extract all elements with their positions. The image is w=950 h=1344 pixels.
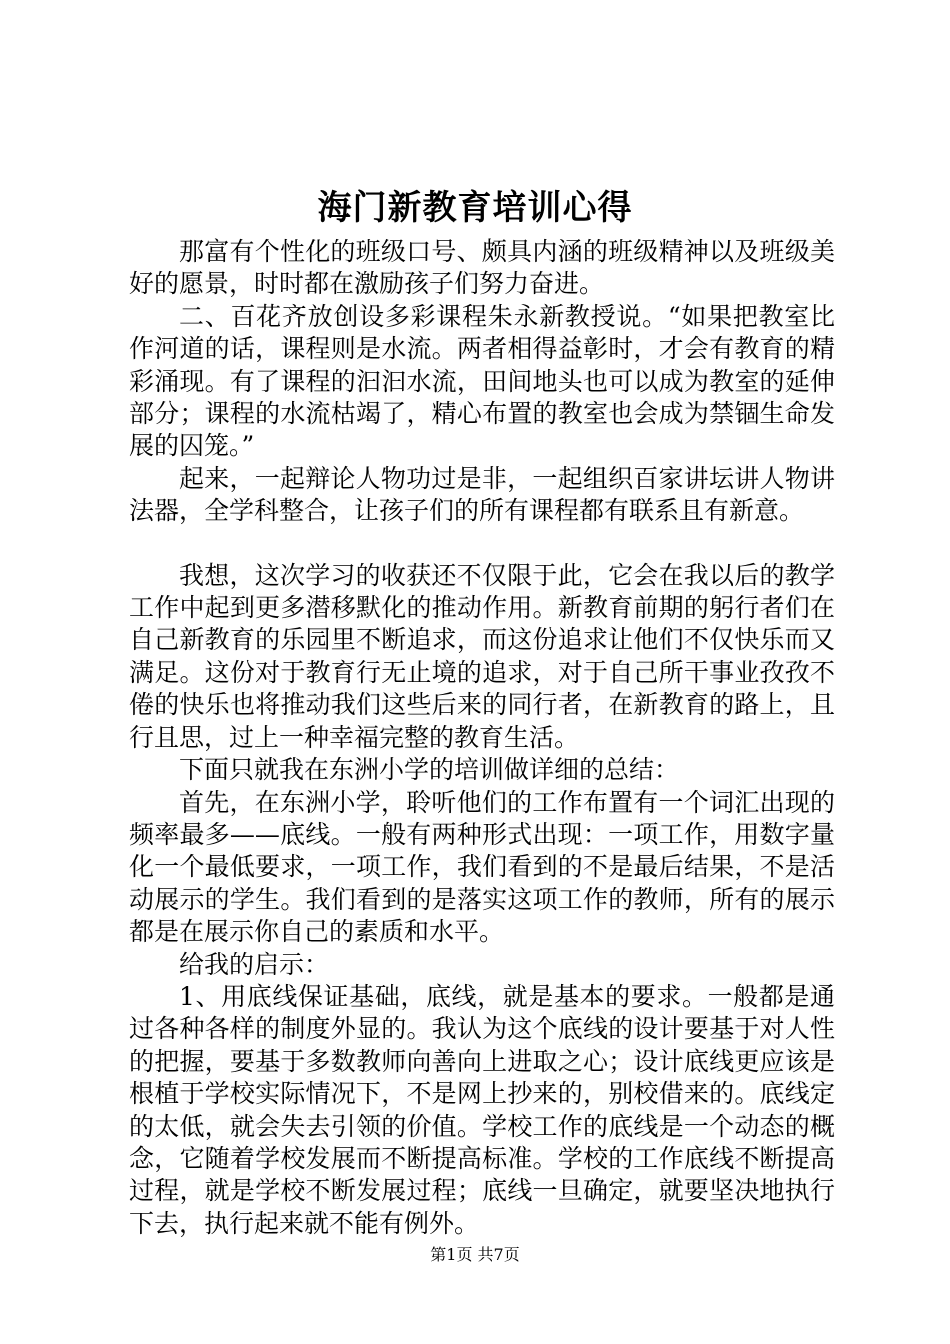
document-body — [129, 236, 835, 1240]
paragraph-1: 那富有个性化的班级口号、颇具内涵的班级精神以及班级美好的愿景，时时都在激励孩子们努力奋进。 — [129, 237, 835, 299]
paragraph-3: 起来，一起辩论人物功过是非，一起组织百家讲坛讲人物讲法器，全学科整合，让孩子们的所有课程都有联系且有新意。 — [129, 463, 835, 526]
paragraph-7: 给我的启示： — [179, 949, 330, 979]
paragraph-4: 我想，这次学习的收获还不仅限于此，它会在我以后的教学工作中起到更多潜移默化的推动作用。新教育前期的躬行者们在自己新教育的乐园里不断追求，而这份追求让他们不仅快乐而又满足。这份对于教育行无止境的追求，对于自己所干事业孜孜不倦的快乐也将推动我们这些后来的同行者，在新教育的路上，且行且思，过上一种幸福完整的教育生活。 — [129, 560, 835, 752]
paragraph-2: 二、百花齐放创设多彩课程朱永新教授说。“如果把教室比作河道的话，课程则是水流。两者相得益彰时，才会有教育的精彩涌现。有了课程的汩汩水流，田间地头也可以成为教室的延伸部分；课程的水流枯竭了，精心布置的教室也会成为禁锢生命发展的囚笼。” — [129, 301, 835, 461]
page-footer: 第1页 共7页 — [430, 1245, 520, 1264]
paragraph-6: 首先，在东洲小学，聆听他们的工作布置有一个词汇出现的频率最多——底线。一般有两种形式出现：一项工作，用数字量化一个最低要求，一项工作，我们看到的不是最后结果，不是活动展示的学生。我们看到的是落实这项工作的教师，所有的展示都是在展示你自己的素质和水平。 — [129, 787, 835, 947]
paragraph-8: 1、用底线保证基础，底线，就是基本的要求。一般都是通过各种各样的制度外显的。我认为这个底线的设计要基于对人性的把握，要基于多数教师向善向上进取之心；设计底线更应该是根植于学校实际情况下，不是网上抄来的，别校借来的。底线定的太低，就会失去引领的价值。学校工作的底线是一个动态的概念，它随着学校发展而不断提高标准。学校的工作底线不断提高过程，就是学校不断发展过程；底线一旦确定，就要坚决地执行下去，执行起来就不能有例外。 — [129, 981, 835, 1238]
page-title: 海门新教育培训心得 — [317, 188, 633, 228]
paragraph-5: 下面只就我在东洲小学的培训做详细的总结： — [179, 755, 680, 785]
